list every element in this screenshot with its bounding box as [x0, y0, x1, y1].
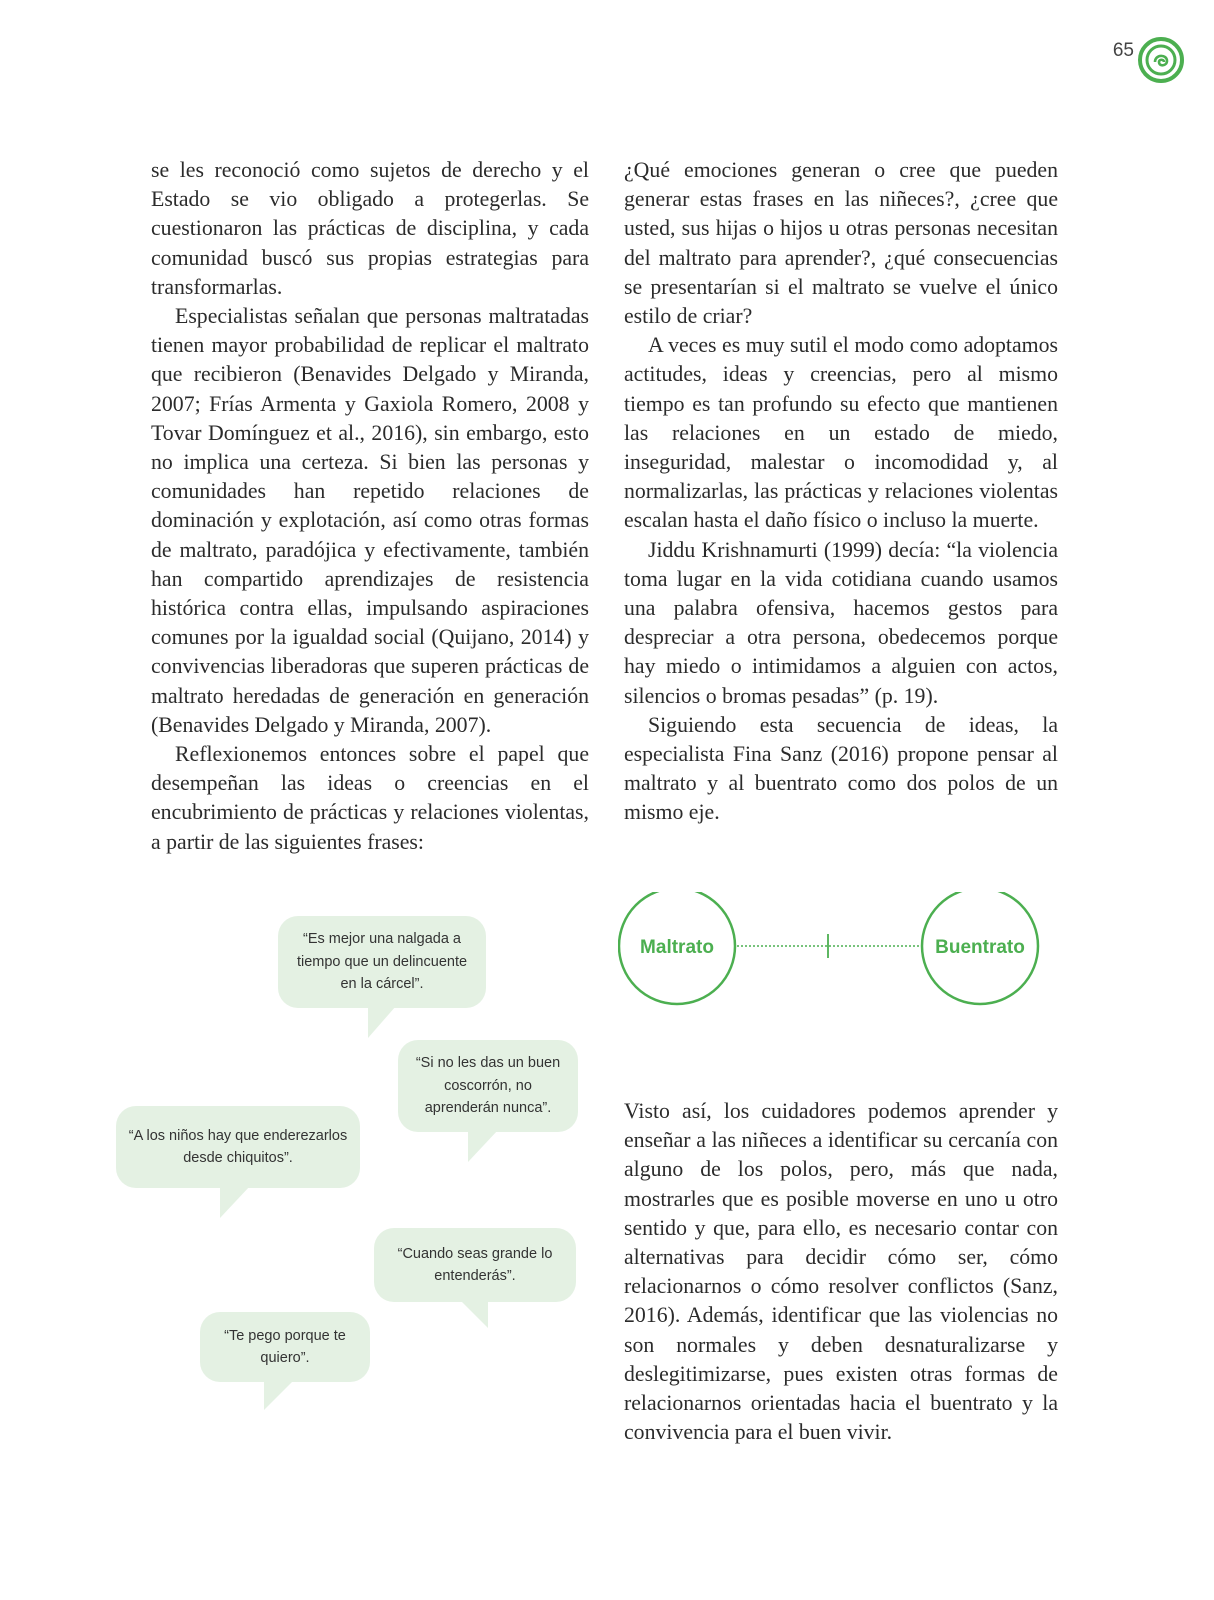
right-paragraph-1: ¿Qué emociones generan o cree que pueden generar estas frases en las niñeces?, ¿cree que usted, sus hijas o hijos u otras personas necesitan del maltrato para aprender?, ¿qué consecuencias se presentarían si el maltrato se vuelve el único estilo de criar?	[624, 158, 1058, 329]
right-paragraph-2: A veces es muy sutil el modo como adoptamos actitudes, ideas y creencias, pero al mismo tiempo es tan profundo su efecto que mantienen las relaciones en un estado de miedo, inseguridad, malestar o incomodidad y, al normalizarlas, las prácticas y relaciones violentas escalan hasta el daño físico o incluso la muerte.	[624, 333, 1058, 533]
speech-bubble-2	[398, 1040, 578, 1132]
speech-bubble-1-text: “Es mejor una nalgada a tiempo que un delincuente en la cárcel”.	[296, 931, 468, 993]
speech-bubble-tail	[368, 1006, 396, 1038]
left-paragraph-1: se les reconoció como sujetos de derecho y el Estado se vio obligado a protegerlas. Se cuestionaron las prácticas de disciplina, y cada comunidad buscó sus propias estrategias para transformarlas.	[151, 158, 589, 299]
speech-bubble-tail	[220, 1186, 250, 1218]
maltrato-buentrato-diagram	[618, 892, 1063, 1022]
right-paragraph-3: Jiddu Krishnamurti (1999) decía: “la violencia toma lugar en la vida cotidiana cuando usamos una palabra ofensiva, hacemos gestos para despreciar a otra persona, obedecemos porque hay miedo o intimidamos a alguien con actos, silencios o bromas pesadas” (p. 19).	[624, 537, 1058, 708]
speech-bubble-tail	[468, 1130, 498, 1162]
page-number: 65	[1112, 40, 1134, 61]
left-column	[151, 156, 589, 857]
maltrato-label: Maltrato	[640, 937, 714, 958]
speech-bubble-tail	[264, 1380, 294, 1410]
speech-bubble-tail	[460, 1300, 488, 1328]
speech-bubble-5-text: “Te pego porque te quiero”.	[224, 1327, 346, 1366]
left-paragraph-2: Especialistas señalan que personas maltratadas tienen mayor probabilidad de replicar el maltrato que recibieron (Benavides Delgado y Miranda, 2007; Frías Armenta y Gaxiola Romero, 2008 y Tovar Domínguez et al., 2016), sin embargo, esto no implica una certeza. Si bien las personas y comunidades han repetido relaciones de dominación y explotación, así como otras formas de maltrato, paradójica y efectivamente, también han compartido aprendizajes de resistencia histórica contra ellas, impulsando aspiraciones comunes por la igualdad social (Quijano, 2014) y convivencias liberadoras que superen prácticas de maltrato heredadas de generación en generación (Benavides Delgado y Miranda, 2007).	[151, 304, 589, 737]
speech-bubble-3	[116, 1106, 360, 1188]
right-column-bottom	[624, 1097, 1058, 1447]
speech-bubble-4	[374, 1228, 576, 1302]
right-paragraph-4: Siguiendo esta secuencia de ideas, la especialista Fina Sanz (2016) propone pensar al maltrato y al buentrato como dos polos de un mismo eje.	[624, 712, 1058, 825]
speech-bubble-2-text: “Si no les das un buen coscorrón, no aprenderán nunca”.	[415, 1055, 561, 1117]
green-spiral-logo-icon	[1137, 36, 1185, 84]
left-paragraph-3: Reflexionemos entonces sobre el papel que desempeñan las ideas o creencias en el encubrimiento de prácticas y relaciones violentas, a partir de las siguientes frases:	[151, 742, 589, 854]
right-column-top	[624, 156, 1058, 828]
buentrato-label: Buentrato	[935, 937, 1025, 958]
speech-bubble-5	[200, 1312, 370, 1382]
speech-bubble-3-text: “A los niños hay que enderezarlos desde chiquitos”.	[128, 1127, 348, 1166]
speech-bubble-4-text: “Cuando seas grande lo entenderás”.	[397, 1245, 553, 1284]
right-paragraph-5: Visto así, los cuidadores podemos aprender y enseñar a las niñeces a identificar su cercanía con alguno de los polos, pero, más que nada, mostrarles que es posible moverse en uno u otro sentido y que, para ello, es necesario contar con alternativas para decidir cómo ser, cómo relacionarnos o cómo resolver conflictos (Sanz, 2016). Además, identificar que las violencias no son normales y deben desnaturalizarse y deslegitimizarse, pues existen otras formas de relacionarnos orientadas hacia el buentrato y la convivencia para el buen vivir.	[624, 1099, 1058, 1445]
speech-bubble-1	[278, 916, 486, 1008]
